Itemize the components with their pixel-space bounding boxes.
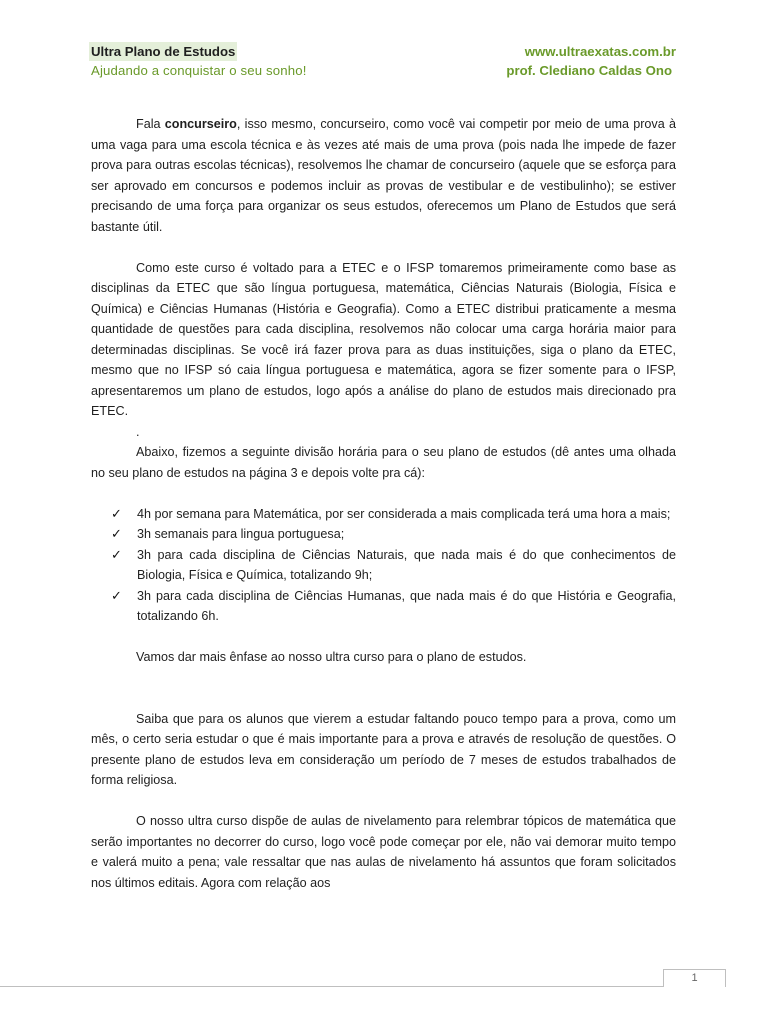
paragraph-leveling: O nosso ultra curso dispõe de aulas de nivelamento para relembrar tópicos de matemática que serão importantes no decorrer do curso, logo você pode começar por ele, não vai demorar muito tempo e valerá muito a pena; vale ressaltar que nas aulas de nivelamento há assuntos que foram solicitados nos últimos editais. Agora com relação aos — [91, 814, 676, 890]
header-title: Ultra Plano de Estudos — [91, 44, 236, 59]
page-number: 1 — [663, 969, 726, 987]
document-body — [91, 114, 676, 893]
paragraph-dot: . — [136, 424, 140, 439]
paragraph-etec-ifsp: Como este curso é voltado para a ETEC e o IFSP tomaremos primeiramente como base as disciplinas da ETEC que são língua portuguesa, matemática, Ciências Naturais (Biologia, Física e Química) e Ciências Humanas (História e Geografia). Como a ETEC distribui praticamente a mesma quantidade de questões para cada disciplina, resolvemos não colocar uma carga horária maior para determinadas disciplinas. Se você irá fazer prova para as duas instituições, siga o plano da ETEC, mesmo que no IFSP só caia língua portuguesa e matemática, agora se fizer somente para o IFSP, apresentaremos um plano de estudos, logo após a análise do plano de estudos mais direcionado pra ETEC. — [91, 260, 676, 418]
header-professor: prof. Clediano Caldas Ono — [506, 63, 672, 78]
paragraph-emphasis: Vamos dar mais ênfase ao nosso ultra curso para o plano de estudos. — [136, 650, 527, 664]
header-subtitle: Ajudando a conquistar o seu sonho! — [91, 63, 307, 78]
list-item: ✓ 3h semanais para lingua portuguesa; — [91, 524, 676, 545]
header-url: www.ultraexatas.com.br — [524, 44, 676, 59]
check-icon: ✓ — [111, 526, 122, 541]
check-icon: ✓ — [111, 505, 122, 521]
page-header — [91, 42, 676, 80]
hours-list — [91, 504, 676, 627]
paragraph-short-time: Saiba que para os alunos que vierem a estudar faltando pouco tempo para a prova, como um mês, o certo seria estudar o que é mais importante para a prova e através de resolução de questões. O presente plano de estudos leva em consideração um período de 7 meses de estudos trabalhados de forma religiosa. — [91, 711, 676, 787]
bold-concurseiro: concurseiro — [164, 117, 237, 131]
paragraph-division: Abaixo, fizemos a seguinte divisão horária para o seu plano de estudos (dê antes uma olhada no seu plano de estudos na página 3 e depois volte pra cá): — [91, 445, 676, 480]
paragraph-intro: Fala concurseiro, isso mesmo, concurseiro, como você vai competir por meio de uma prova à uma vaga para uma escola técnica e às vezes até mais de uma prova (pois nada lhe impede de fazer prova para outras escolas técnicas), resolvemos lhe chamar de concurseiro (aquele que se esforça para ser aprovado em concursos e podemos incluir as provas de vestibular e de vestibulinho); se estiver precisando de uma força para organizar os seus estudos, oferecemos um Plano de Estudos que será bastante útil. — [91, 117, 677, 234]
check-icon: ✓ — [111, 546, 122, 562]
list-item: ✓ 3h para cada disciplina de Ciências Naturais, que nada mais é do que conhecimentos de Biologia, Física e Química, totalizando 9h; — [111, 546, 676, 582]
list-item: ✓ 4h por semana para Matemática, por ser considerada a mais complicada terá uma hora a mais; — [91, 504, 676, 525]
list-item: ✓ 3h para cada disciplina de Ciências Humanas, que nada mais é do que História e Geografia, totalizando 6h. — [111, 587, 676, 623]
check-icon: ✓ — [111, 587, 122, 603]
footer-rule — [0, 986, 663, 987]
